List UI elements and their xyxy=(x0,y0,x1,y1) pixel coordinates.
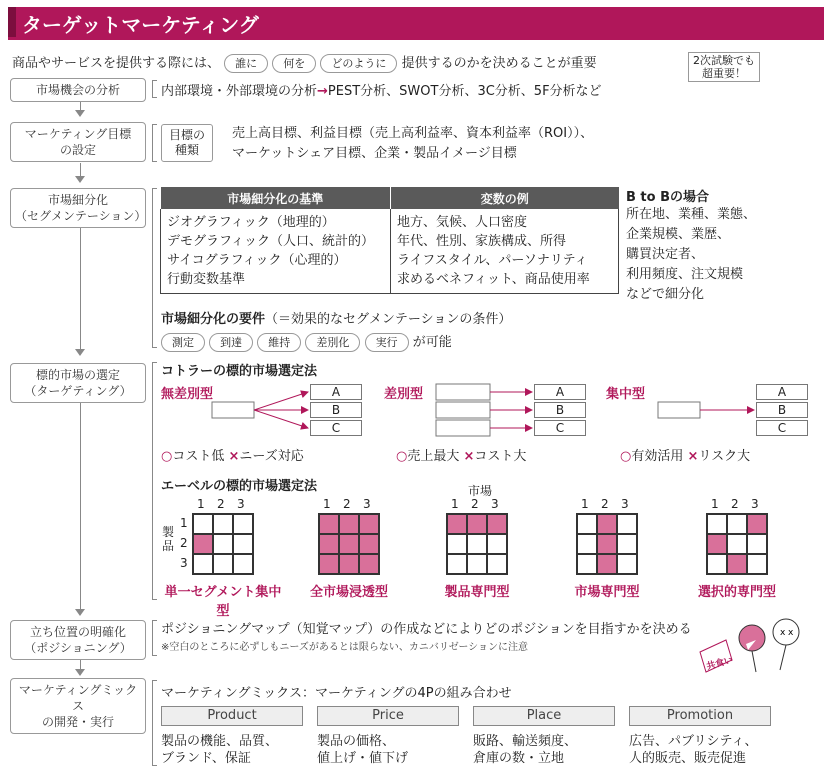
seg-example: 地方、気候、人口密度 xyxy=(397,215,528,230)
cannibal-bubble-text: 共食い xyxy=(705,655,735,673)
intro-pill-how: どのように xyxy=(320,54,397,73)
kotler-diagrams xyxy=(150,380,830,440)
abell-cell-empty xyxy=(617,554,637,574)
abell-col-number: 3 xyxy=(751,497,759,511)
b2b-line: 企業規模、業歴、 xyxy=(626,227,731,242)
step-targeting xyxy=(10,363,146,403)
kotler-diff-market-b: B xyxy=(534,402,586,418)
kotler-undiff-bad: ニーズ対応 xyxy=(239,449,304,464)
abell-cell-empty xyxy=(213,554,233,574)
abell-cell-selected xyxy=(339,554,359,574)
four-p-desc-line: 製品の機能、品質、 xyxy=(161,734,279,749)
bad-mark-icon: × xyxy=(228,449,240,464)
kotler-arrow xyxy=(254,410,308,428)
abell-col-number: 3 xyxy=(363,497,371,511)
seg-header-criteria: 市場細分化の基準 xyxy=(161,187,391,209)
abell-cell-empty xyxy=(747,554,767,574)
flow-arrow xyxy=(75,349,85,356)
kotler-conc-bad: リスク大 xyxy=(698,449,751,464)
kotler-conc-market-b: B xyxy=(756,402,808,418)
abell-cell-selected xyxy=(597,514,617,534)
kotler-diff-source xyxy=(436,384,490,400)
intro-pill-who: 誰に xyxy=(224,54,268,73)
requirements-title: 市場細分化の要件 xyxy=(161,312,266,327)
four-p-desc-line: 倉庫の数・立地 xyxy=(473,751,565,766)
goal-text-line-2: マーケットシェア目標、企業・製品イメージ目標 xyxy=(232,146,517,161)
flow-connector xyxy=(80,228,81,350)
abell-cell-empty xyxy=(213,514,233,534)
abell-title: エーベルの標的市場選定法 xyxy=(161,479,318,494)
requirement-pill-sustain: 維持 xyxy=(257,333,301,352)
abell-col-number: 1 xyxy=(451,497,459,511)
exam-note-line-2: 超重要！ xyxy=(702,67,746,80)
four-p-price: Price xyxy=(317,706,459,726)
abell-pattern-name: 単一セグメント集中型 xyxy=(164,585,282,619)
step-segmentation xyxy=(10,188,146,228)
kotler-diff-source xyxy=(436,402,490,418)
step-market-analysis-label: 市場機会の分析 xyxy=(35,83,120,97)
abell-col-number: 3 xyxy=(621,497,629,511)
abell-pattern-name: 製品専門型 xyxy=(444,585,510,600)
b2b-line: 購買決定者、 xyxy=(626,247,705,262)
intro-text-before: 商品やサービスを提供する際には、 xyxy=(12,56,221,71)
abell-col-number: 2 xyxy=(731,497,739,511)
abell-grid xyxy=(446,513,508,575)
abell-cell-selected xyxy=(727,554,747,574)
abell-cell-empty xyxy=(193,554,213,574)
abell-cell-empty xyxy=(193,514,213,534)
abell-cell-empty xyxy=(233,554,253,574)
requirement-pill-measure: 測定 xyxy=(161,333,205,352)
goal-kind-box xyxy=(161,124,213,162)
abell-row-number: 3 xyxy=(180,556,188,570)
abell-col-number: 2 xyxy=(471,497,479,511)
abell-cell-selected xyxy=(359,514,379,534)
seg-criterion: デモグラフィック（人口、統計的） xyxy=(167,234,374,249)
seg-criteria-cell xyxy=(161,209,391,294)
abell-col-number: 1 xyxy=(711,497,719,511)
abell-product-label: 製品 xyxy=(162,525,175,553)
abell-col-number: 2 xyxy=(601,497,609,511)
abell-cell-selected xyxy=(447,514,467,534)
abell-cell-empty xyxy=(577,514,597,534)
four-p-desc-line: 値上げ・値下げ xyxy=(317,751,409,766)
four-p-price-desc xyxy=(317,733,408,767)
goal-kind-line-2: 種類 xyxy=(174,143,199,157)
seg-header-examples: 変数の例 xyxy=(391,187,619,209)
four-p-place: Place xyxy=(473,706,615,726)
brace xyxy=(152,124,157,162)
kotler-diff-bad: コスト大 xyxy=(474,449,527,464)
abell-cell-empty xyxy=(467,554,487,574)
positioning-text: ポジショニングマップ（知覚マップ）の作成などによりどのポジションを目指すかを決める xyxy=(161,622,692,637)
four-p-product-desc xyxy=(161,733,278,767)
abell-col-number: 3 xyxy=(491,497,499,511)
abell-row-number: 2 xyxy=(180,536,188,550)
step-positioning-label-1: 立ち位置の明確化 xyxy=(29,625,126,639)
kotler-arrow xyxy=(254,392,308,410)
kotler-diff-market-a: A xyxy=(534,384,586,400)
bad-mark-icon: × xyxy=(463,449,475,464)
brace xyxy=(152,188,157,348)
kotler-undiff-proscons xyxy=(161,445,304,464)
kotler-undiff-good: コスト低 xyxy=(172,449,225,464)
four-p-place-desc xyxy=(473,733,577,767)
abell-grid xyxy=(192,513,254,575)
abell-col-number: 3 xyxy=(237,497,245,511)
abell-cell-selected xyxy=(193,534,213,554)
step-market-analysis xyxy=(10,78,146,102)
step-marketing-mix-label-1: マーケティングミックス xyxy=(18,683,138,713)
requirement-pill-reach: 到達 xyxy=(209,333,253,352)
svg-text:x: x xyxy=(788,628,794,638)
abell-cell-empty xyxy=(577,554,597,574)
requirements-pills xyxy=(161,331,452,352)
good-mark-icon: ○ xyxy=(620,449,632,464)
abell-cell-empty xyxy=(617,534,637,554)
page-title: ターゲットマーケティング xyxy=(22,13,259,37)
goal-kind-line-1: 目標の xyxy=(168,128,205,142)
abell-grid xyxy=(706,513,768,575)
analysis-description xyxy=(161,80,602,99)
kotler-diff-market-c: C xyxy=(534,420,586,436)
abell-grid xyxy=(318,513,380,575)
abell-cell-empty xyxy=(577,534,597,554)
abell-cell-empty xyxy=(487,534,507,554)
seg-example: 年代、性別、家族構成、所得 xyxy=(397,234,567,249)
kotler-diff-source xyxy=(436,420,490,436)
kotler-undiff-source xyxy=(212,402,254,418)
four-p-desc-line: 販路、輸送頻度、 xyxy=(473,734,578,749)
four-p-promotion: Promotion xyxy=(629,706,771,726)
abell-col-number: 1 xyxy=(197,497,205,511)
segmentation-table-header xyxy=(161,187,619,209)
abell-col-number: 1 xyxy=(581,497,589,511)
exam-note-line-1: 2次試験でも xyxy=(693,54,755,67)
four-p-product: Product xyxy=(161,706,303,726)
abell-cell-selected xyxy=(467,514,487,534)
intro-text-after: 提供するのかを決めることが重要 xyxy=(401,56,597,71)
abell-cell-empty xyxy=(447,554,467,574)
abell-pattern-name: 全市場浸透型 xyxy=(309,585,388,600)
analysis-text-methods: PEST分析、SWOT分析、3C分析、5F分析など xyxy=(327,84,602,99)
seg-examples-cell xyxy=(391,209,619,294)
step-segmentation-label-1: 市場細分化 xyxy=(47,193,108,207)
kotler-diff-good: 売上最大 xyxy=(407,449,460,464)
kotler-conc-market-c: C xyxy=(756,420,808,436)
requirements-heading xyxy=(161,308,511,327)
good-mark-icon: ○ xyxy=(161,449,173,464)
b2b-note xyxy=(626,186,756,305)
abell-cell-selected xyxy=(319,514,339,534)
requirement-pill-execute: 実行 xyxy=(365,333,409,352)
kotler-conc-source xyxy=(658,402,700,418)
flow-arrow xyxy=(75,609,85,616)
right-arrow-icon: → xyxy=(317,84,328,99)
b2b-line: 利用頻度、注文規模 xyxy=(626,267,744,282)
abell-cell-empty xyxy=(747,534,767,554)
flow-arrow xyxy=(75,669,85,676)
brace xyxy=(152,80,157,98)
abell-cell-empty xyxy=(467,534,487,554)
abell-cell-selected xyxy=(339,534,359,554)
requirements-title-note: （＝効果的なセグメンテーションの条件） xyxy=(265,312,512,327)
abell-col-number: 2 xyxy=(217,497,225,511)
abell-cell-empty xyxy=(487,554,507,574)
abell-cell-empty xyxy=(727,514,747,534)
abell-cell-empty xyxy=(233,534,253,554)
abell-cell-empty xyxy=(727,534,747,554)
step-marketing-goal xyxy=(10,122,146,162)
kotler-conc-proscons xyxy=(620,445,750,464)
flow-arrow xyxy=(75,176,85,183)
four-p-desc-line: 製品の価格、 xyxy=(317,734,396,749)
step-marketing-mix-label-2: の開発・実行 xyxy=(41,715,114,729)
kotler-undiff-market-b: B xyxy=(310,402,362,418)
abell-row-number: 1 xyxy=(180,516,188,530)
abell-pattern-name: 選択的専門型 xyxy=(697,585,776,600)
b2b-title: B to Bの場合 xyxy=(626,190,710,205)
abell-cell-selected xyxy=(597,534,617,554)
brace xyxy=(152,620,157,656)
flow-connector xyxy=(80,163,81,177)
goal-description xyxy=(232,124,593,164)
abell-market-label: 市場 xyxy=(468,484,493,498)
kotler-undiff-market-c: C xyxy=(310,420,362,436)
flow-connector xyxy=(80,400,81,610)
four-p-desc-line: 広告、パブリシティ、 xyxy=(629,734,758,749)
abell-cell-selected xyxy=(747,514,767,534)
good-mark-icon: ○ xyxy=(396,449,408,464)
abell-cell-empty xyxy=(213,534,233,554)
seg-criterion: サイコグラフィック（心理的） xyxy=(167,253,347,268)
step-segmentation-label-2: （セグメンテーション） xyxy=(15,209,147,223)
requirement-pill-differentiate: 差別化 xyxy=(305,333,360,352)
kotler-conc-good: 有効活用 xyxy=(631,449,684,464)
intro-line xyxy=(12,52,597,73)
requirements-suffix: が可能 xyxy=(412,335,452,350)
four-p-desc-line: 人的販売、販売促進 xyxy=(629,751,747,766)
step-targeting-label-1: 標的市場の選定 xyxy=(35,368,120,382)
kotler-concentrated-title: 集中型 xyxy=(606,387,646,402)
kotler-undiff-market-a: A xyxy=(310,384,362,400)
abell-cell-selected xyxy=(339,514,359,534)
segmentation-table xyxy=(160,187,619,294)
analysis-text-env: 内部環境・外部環境の分析 xyxy=(161,84,318,99)
kotler-conc-market-a: A xyxy=(756,384,808,400)
step-marketing-goal-label-1: マーケティング目標 xyxy=(24,127,132,141)
seg-criterion: 行動変数基準 xyxy=(167,272,246,287)
flow-arrow xyxy=(75,110,85,117)
b2b-line: などで細分化 xyxy=(626,287,705,302)
exam-note xyxy=(688,52,760,82)
kotler-title: コトラーの標的市場選定法 xyxy=(161,364,318,379)
svg-text:x: x xyxy=(780,628,786,638)
abell-cell-selected xyxy=(319,534,339,554)
four-p-promotion-desc xyxy=(629,733,757,767)
kotler-undifferentiated-title: 無差別型 xyxy=(161,387,214,402)
abell-cell-selected xyxy=(707,534,727,554)
step-positioning xyxy=(10,620,146,660)
positioning-note: ※空白のところに必ずしもニーズがあるとは限らない、カニバリゼーションに注意 xyxy=(161,642,528,653)
kotler-differentiated-title: 差別型 xyxy=(384,387,424,402)
step-targeting-label-2: （ターゲティング） xyxy=(24,384,132,398)
seg-example: 求めるベネフィット、商品使用率 xyxy=(397,272,590,287)
step-marketing-goal-label-2: の設定 xyxy=(59,143,96,157)
abell-cell-selected xyxy=(597,554,617,574)
segmentation-table-body xyxy=(161,209,619,294)
abell-col-number: 2 xyxy=(343,497,351,511)
abell-cell-empty xyxy=(617,514,637,534)
abell-cell-empty xyxy=(707,514,727,534)
brace xyxy=(152,680,157,766)
goal-text-line-1: 売上高目標、利益目標（売上高利益率、資本利益率（ROI））、 xyxy=(232,126,594,141)
abell-pattern-name: 市場専門型 xyxy=(574,585,640,600)
abell-cell-empty xyxy=(233,514,253,534)
abell-cell-selected xyxy=(487,514,507,534)
abell-cell-selected xyxy=(359,534,379,554)
abell-cell-selected xyxy=(359,554,379,574)
four-p-desc-line: ブランド、保証 xyxy=(161,751,251,766)
step-marketing-mix xyxy=(10,678,146,734)
bad-mark-icon: × xyxy=(687,449,699,464)
intro-pill-what: 何を xyxy=(272,54,316,73)
abell-cell-empty xyxy=(707,554,727,574)
step-positioning-label-2: （ポジショニング） xyxy=(24,641,132,655)
mix-text: マーケティングミックス：マーケティングの4Pの組み合わせ xyxy=(161,686,512,701)
seg-criterion: ジオグラフィック（地理的） xyxy=(167,215,335,230)
kotler-diff-proscons xyxy=(396,445,526,464)
abell-cell-selected xyxy=(319,554,339,574)
abell-grid xyxy=(576,513,638,575)
b2b-line: 所在地、業種、業態、 xyxy=(626,207,757,222)
abell-cell-empty xyxy=(447,534,467,554)
abell-col-number: 1 xyxy=(323,497,331,511)
seg-example: ライフスタイル、パーソナリティ xyxy=(397,253,588,268)
